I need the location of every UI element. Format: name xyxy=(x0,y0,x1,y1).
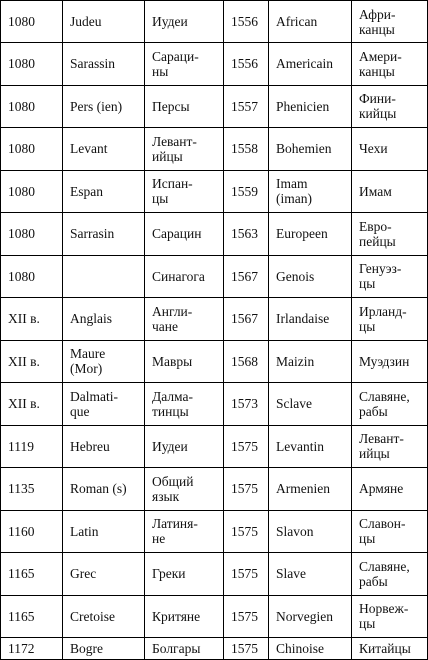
year-cell: 1080 xyxy=(1,255,63,298)
russian-word-cell: Общий язык xyxy=(145,468,224,511)
year-cell: 1575 xyxy=(224,468,269,511)
year-cell: 1567 xyxy=(224,255,269,298)
russian-word-cell: Мавры xyxy=(145,340,224,383)
year-cell: 1573 xyxy=(224,383,269,426)
russian-word-cell: Англи- чане xyxy=(145,298,224,341)
table-row xyxy=(1,553,428,596)
french-word-cell: Slavon xyxy=(269,510,352,553)
russian-word-cell: Далма- тинцы xyxy=(145,383,224,426)
russian-word-cell: Евро- пейцы xyxy=(352,213,428,256)
french-word-cell: Espan xyxy=(63,170,145,213)
french-word-cell: Norvegien xyxy=(269,595,352,638)
year-cell: 1559 xyxy=(224,170,269,213)
year-cell: 1080 xyxy=(1,170,63,213)
french-word-cell: Americain xyxy=(269,43,352,86)
year-cell: 1575 xyxy=(224,638,269,660)
year-cell: 1160 xyxy=(1,510,63,553)
french-word-cell: Irlandaise xyxy=(269,298,352,341)
russian-word-cell: Иудеи xyxy=(145,1,224,43)
french-word-cell: Slave xyxy=(269,553,352,596)
year-cell: 1575 xyxy=(224,510,269,553)
french-word-cell: Sclave xyxy=(269,383,352,426)
table-row xyxy=(1,85,428,128)
russian-word-cell: Славяне, рабы xyxy=(352,383,428,426)
russian-word-cell: Фини- кийцы xyxy=(352,85,428,128)
year-cell: 1567 xyxy=(224,298,269,341)
year-cell: 1119 xyxy=(1,425,63,468)
year-cell: 1172 xyxy=(1,638,63,660)
russian-word-cell: Армяне xyxy=(352,468,428,511)
russian-word-cell: Левант- ийцы xyxy=(352,425,428,468)
year-cell: 1080 xyxy=(1,213,63,256)
year-cell: 1135 xyxy=(1,468,63,511)
year-cell: 1080 xyxy=(1,43,63,86)
russian-word-cell: Ирланд- цы xyxy=(352,298,428,341)
russian-word-cell: Болгары xyxy=(145,638,224,660)
russian-word-cell: Чехи xyxy=(352,128,428,171)
table-row xyxy=(1,213,428,256)
french-word-cell: Bohemien xyxy=(269,128,352,171)
table-row xyxy=(1,638,428,660)
french-word-cell: Sarrasin xyxy=(63,213,145,256)
russian-word-cell: Сарацин xyxy=(145,213,224,256)
russian-word-cell: Славяне, рабы xyxy=(352,553,428,596)
table-row xyxy=(1,43,428,86)
french-word-cell: Armenien xyxy=(269,468,352,511)
french-word-cell: Chinoise xyxy=(269,638,352,660)
french-word-cell: Phenicien xyxy=(269,85,352,128)
year-cell: 1568 xyxy=(224,340,269,383)
french-word-cell: Cretoise xyxy=(63,595,145,638)
year-cell: 1575 xyxy=(224,553,269,596)
table-row xyxy=(1,255,428,298)
russian-word-cell: Афри- канцы xyxy=(352,1,428,43)
year-cell: 1558 xyxy=(224,128,269,171)
table-body xyxy=(1,1,428,660)
year-cell: 1556 xyxy=(224,1,269,43)
russian-word-cell: Норвеж- цы xyxy=(352,595,428,638)
french-word-cell: Europeen xyxy=(269,213,352,256)
year-cell: XII в. xyxy=(1,340,63,383)
russian-word-cell: Амери- канцы xyxy=(352,43,428,86)
russian-word-cell: Синагога xyxy=(145,255,224,298)
french-word-cell: Genois xyxy=(269,255,352,298)
table-row xyxy=(1,468,428,511)
year-cell: 1080 xyxy=(1,85,63,128)
year-cell: 1557 xyxy=(224,85,269,128)
french-word-cell: Pers (ien) xyxy=(63,85,145,128)
russian-word-cell: Муэдзин xyxy=(352,340,428,383)
year-cell: 1575 xyxy=(224,595,269,638)
russian-word-cell: Испан- цы xyxy=(145,170,224,213)
russian-word-cell: Левант- ийцы xyxy=(145,128,224,171)
french-word-cell: Judeu xyxy=(63,1,145,43)
french-word-cell: Anglais xyxy=(63,298,145,341)
russian-word-cell: Сараци- ны xyxy=(145,43,224,86)
french-word-cell: Latin xyxy=(63,510,145,553)
table-row xyxy=(1,425,428,468)
table-row xyxy=(1,595,428,638)
russian-word-cell: Персы xyxy=(145,85,224,128)
year-cell: 1165 xyxy=(1,595,63,638)
year-cell: 1563 xyxy=(224,213,269,256)
table-row xyxy=(1,170,428,213)
french-word-cell: Maizin xyxy=(269,340,352,383)
french-word-cell: Grec xyxy=(63,553,145,596)
russian-word-cell: Генуэз- цы xyxy=(352,255,428,298)
french-word-cell: Hebreu xyxy=(63,425,145,468)
table-row xyxy=(1,383,428,426)
french-word-cell: African xyxy=(269,1,352,43)
year-cell: 1165 xyxy=(1,553,63,596)
table-row xyxy=(1,128,428,171)
russian-word-cell: Имам xyxy=(352,170,428,213)
french-word-cell: Levant xyxy=(63,128,145,171)
year-cell: 1080 xyxy=(1,1,63,43)
russian-word-cell: Латиня- не xyxy=(145,510,224,553)
russian-word-cell: Славон- цы xyxy=(352,510,428,553)
table-row xyxy=(1,298,428,341)
french-word-cell: Imam (iman) xyxy=(269,170,352,213)
year-cell: 1556 xyxy=(224,43,269,86)
french-word-cell: Levantin xyxy=(269,425,352,468)
russian-word-cell: Китайцы xyxy=(352,638,428,660)
year-cell: 1080 xyxy=(1,128,63,171)
year-cell: 1575 xyxy=(224,425,269,468)
russian-word-cell: Иудеи xyxy=(145,425,224,468)
french-word-cell xyxy=(63,255,145,298)
french-word-cell: Maure (Mor) xyxy=(63,340,145,383)
french-word-cell: Sarassin xyxy=(63,43,145,86)
year-cell: XII в. xyxy=(1,383,63,426)
table-row xyxy=(1,1,428,43)
table-row xyxy=(1,340,428,383)
french-word-cell: Roman (s) xyxy=(63,468,145,511)
russian-word-cell: Греки xyxy=(145,553,224,596)
year-cell: XII в. xyxy=(1,298,63,341)
table-row xyxy=(1,510,428,553)
russian-word-cell: Критяне xyxy=(145,595,224,638)
french-word-cell: Dalmati- que xyxy=(63,383,145,426)
french-word-cell: Bogre xyxy=(63,638,145,660)
